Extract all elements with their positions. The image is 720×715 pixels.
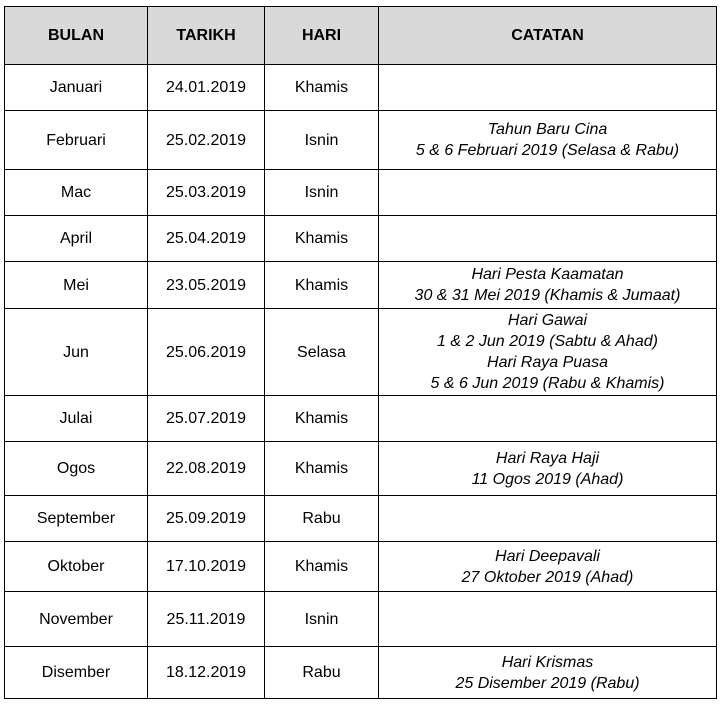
cell-hari: Khamis [265,262,379,309]
cell-catatan [379,170,717,216]
table-row [5,170,717,216]
cell-hari: Rabu [265,647,379,699]
table-row [5,309,717,396]
cell-tarikh: 25.07.2019 [148,396,265,442]
cell-hari: Isnin [265,592,379,647]
cell-hari: Isnin [265,111,379,170]
cell-bulan: Jun [5,309,148,396]
header-bulan: BULAN [5,7,148,65]
catatan-line: 5 & 6 Jun 2019 (Rabu & Khamis) [430,375,665,392]
cell-catatan [379,542,717,592]
catatan-line: 30 & 31 Mei 2019 (Khamis & Jumaat) [414,287,681,304]
header-tarikh: TARIKH [148,7,265,65]
table-row [5,542,717,592]
cell-tarikh: 25.11.2019 [148,592,265,647]
cell-bulan: Mei [5,262,148,309]
cell-bulan: Januari [5,65,148,111]
cell-bulan: Disember [5,647,148,699]
cell-catatan [379,396,717,442]
table-row [5,442,717,496]
cell-tarikh: 22.08.2019 [148,442,265,496]
cell-tarikh: 25.09.2019 [148,496,265,542]
cell-catatan [379,496,717,542]
table-row [5,111,717,170]
catatan-line: Hari Raya Haji [495,449,600,467]
cell-catatan [379,309,717,396]
table-row [5,496,717,542]
catatan-line: 5 & 6 Februari 2019 (Selasa & Rabu) [415,142,680,159]
table-row [5,647,717,699]
cell-bulan: November [5,592,148,647]
cell-catatan [379,442,717,496]
cell-hari: Khamis [265,542,379,592]
cell-catatan [379,111,717,170]
cell-hari: Rabu [265,496,379,542]
cell-tarikh: 18.12.2019 [148,647,265,699]
catatan-line: Hari Raya Puasa [487,354,608,371]
cell-tarikh: 24.01.2019 [148,65,265,111]
catatan-line: 27 Oktober 2019 (Ahad) [461,568,634,586]
cell-catatan [379,647,717,699]
cell-catatan [379,592,717,647]
cell-tarikh: 25.04.2019 [148,216,265,262]
catatan-line: 25 Disember 2019 (Rabu) [455,674,640,692]
catatan-line: Hari Pesta Kaamatan [471,266,624,283]
table-body [5,65,717,699]
cell-tarikh: 23.05.2019 [148,262,265,309]
cell-hari: Khamis [265,216,379,262]
table-row [5,592,717,647]
cell-hari: Khamis [265,442,379,496]
cell-hari: Isnin [265,170,379,216]
cell-bulan: Oktober [5,542,148,592]
cell-bulan: Februari [5,111,148,170]
header-row [5,7,717,65]
catatan-line: Hari Deepavali [495,547,600,565]
cell-hari: Selasa [265,309,379,396]
table-row [5,216,717,262]
cell-tarikh: 25.03.2019 [148,170,265,216]
cell-catatan [379,65,717,111]
header-catatan: CATATAN [379,7,717,65]
cell-hari: Khamis [265,65,379,111]
cell-bulan: April [5,216,148,262]
cell-tarikh: 25.06.2019 [148,309,265,396]
cell-bulan: Julai [5,396,148,442]
schedule-table [4,6,717,699]
table-row [5,65,717,111]
table-row [5,396,717,442]
cell-tarikh: 25.02.2019 [148,111,265,170]
catatan-line: Tahun Baru Cina [487,121,608,138]
catatan-line: 11 Ogos 2019 (Ahad) [471,470,624,488]
cell-catatan [379,262,717,309]
header-hari: HARI [265,7,379,65]
cell-hari: Khamis [265,396,379,442]
cell-catatan [379,216,717,262]
cell-bulan: September [5,496,148,542]
cell-tarikh: 17.10.2019 [148,542,265,592]
catatan-line: Hari Krismas [501,653,594,671]
cell-bulan: Ogos [5,442,148,496]
catatan-line: Hari Gawai [507,312,588,329]
catatan-line: 1 & 2 Jun 2019 (Sabtu & Ahad) [437,333,658,350]
cell-bulan: Mac [5,170,148,216]
table-row [5,262,717,309]
